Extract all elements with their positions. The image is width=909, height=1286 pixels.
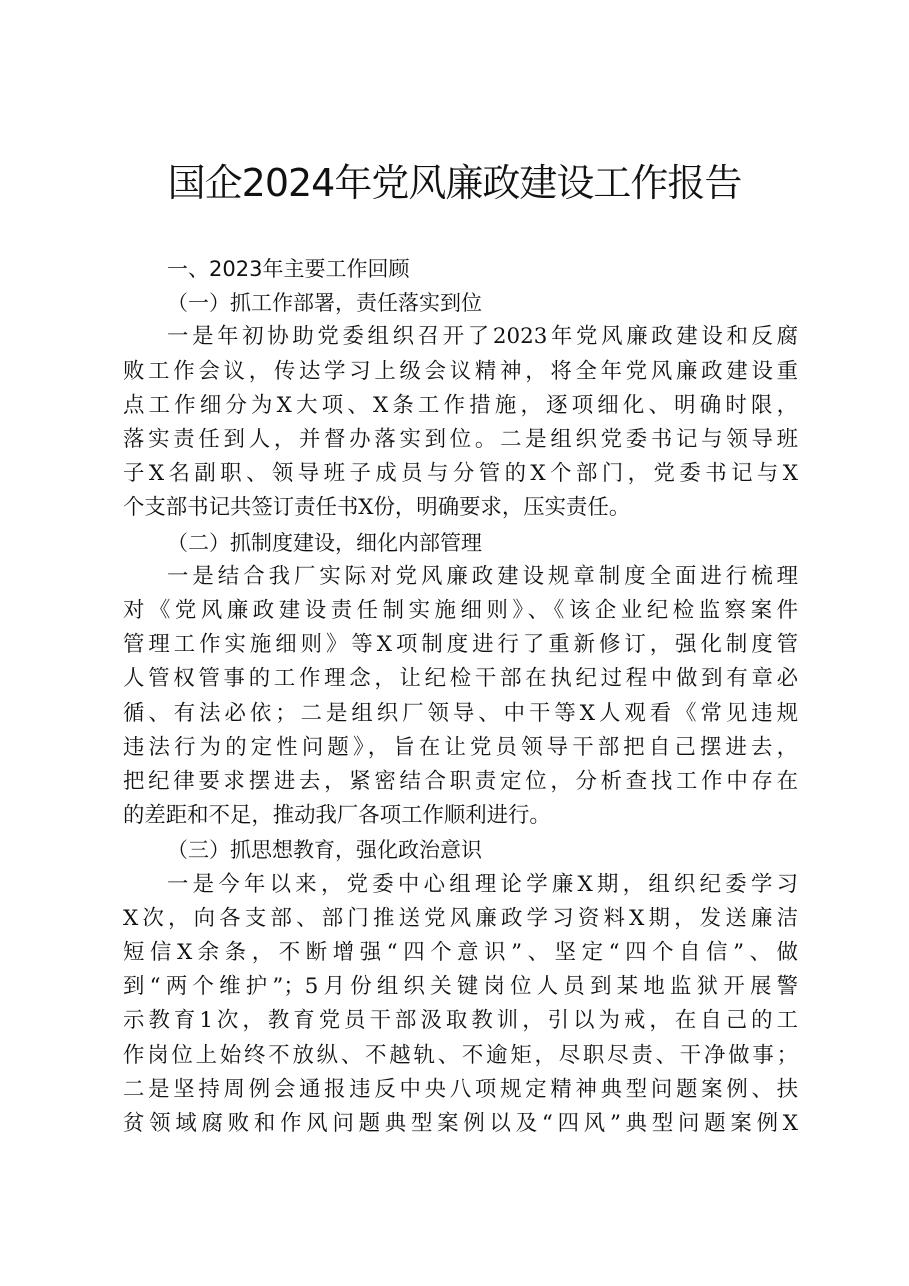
paragraph-line: 人管权管事的工作理念，让纪检干部在执纪过程中做到有章必 <box>123 666 798 692</box>
subsection-heading-1: （一）抓工作部署，责任落实到位 <box>167 291 482 316</box>
paragraph-line: 示教育1次，教育党员干部汲取教训，引以为戒，在自己的工 <box>123 1008 798 1034</box>
paragraph-line: 贫领域腐败和作风问题典型案例以及“四风”典型问题案例X <box>123 1111 798 1137</box>
paragraph-line: 对《党风廉政建设责任制实施细则》、《该企业纪检监察案件 <box>123 598 798 624</box>
subsection-heading-2: （二）抓制度建设，细化内部管理 <box>167 530 482 555</box>
paragraph-line: 到“两个维护”；5月份组织关键岗位人员到某地监狱开展警 <box>123 974 798 1000</box>
paragraph-line: X次，向各支部、部门推送党风廉政学习资料X期，发送廉洁 <box>123 905 798 931</box>
paragraph-line: 循、有法必依；二是组织厂领导、中干等X人观看《常见违规 <box>123 700 798 726</box>
subsection-heading-3: （三）抓思想教育，强化政治意识 <box>167 838 482 863</box>
paragraph-line: 一是今年以来，党委中心组理论学廉X期，组织纪委学习 <box>167 871 798 897</box>
paragraph-line: 一是年初协助党委组织召开了2023年党风廉政建设和反腐 <box>167 324 798 350</box>
paragraph-line: 违法行为的定性问题》，旨在让党员领导干部把自己摆进去， <box>123 734 798 760</box>
paragraph-3 <box>123 868 798 1142</box>
section-heading: 一、2023年主要工作回顾 <box>167 257 410 281</box>
paragraph-line: 子X名副职、领导班子成员与分管的X个部门，党委书记与X <box>123 461 798 487</box>
paragraph-line: 作岗位上始终不放纵、不越轨、不逾矩，尽职尽责、干净做事； <box>123 1042 798 1068</box>
paragraph-line: 二是坚持周例会通报违反中央八项规定精神典型问题案例、扶 <box>123 1076 798 1102</box>
document-body <box>123 252 798 1141</box>
paragraph-line: 一是结合我厂实际对党风廉政建设规章制度全面进行梳理 <box>167 563 798 589</box>
paragraph-line: 点工作细分为X大项、X条工作措施，逐项细化、明确时限， <box>123 392 798 418</box>
paragraph-line: 短信X余条，不断增强“四个意识”、坚定“四个自信”、做 <box>123 940 798 966</box>
paragraph-1 <box>123 320 798 525</box>
paragraph-line: 的差距和不足，推动我厂各项工作顺利进行。 <box>123 803 551 829</box>
paragraph-line: 败工作会议，传达学习上级会议精神，将全年党风廉政建设重 <box>123 358 798 384</box>
document-title: 国企2024年党风廉政建设工作报告 <box>167 161 742 205</box>
paragraph-line: 把纪律要求摆进去，紧密结合职责定位，分析查找工作中存在 <box>123 769 798 795</box>
paragraph-line: 个支部书记共签订责任书X份，明确要求，压实责任。 <box>123 495 631 521</box>
paragraph-line: 落实责任到人，并督办落实到位。二是组织党委书记与领导班 <box>123 427 798 453</box>
paragraph-2 <box>123 560 798 834</box>
paragraph-line: 管理工作实施细则》等X项制度进行了重新修订，强化制度管 <box>123 632 798 658</box>
